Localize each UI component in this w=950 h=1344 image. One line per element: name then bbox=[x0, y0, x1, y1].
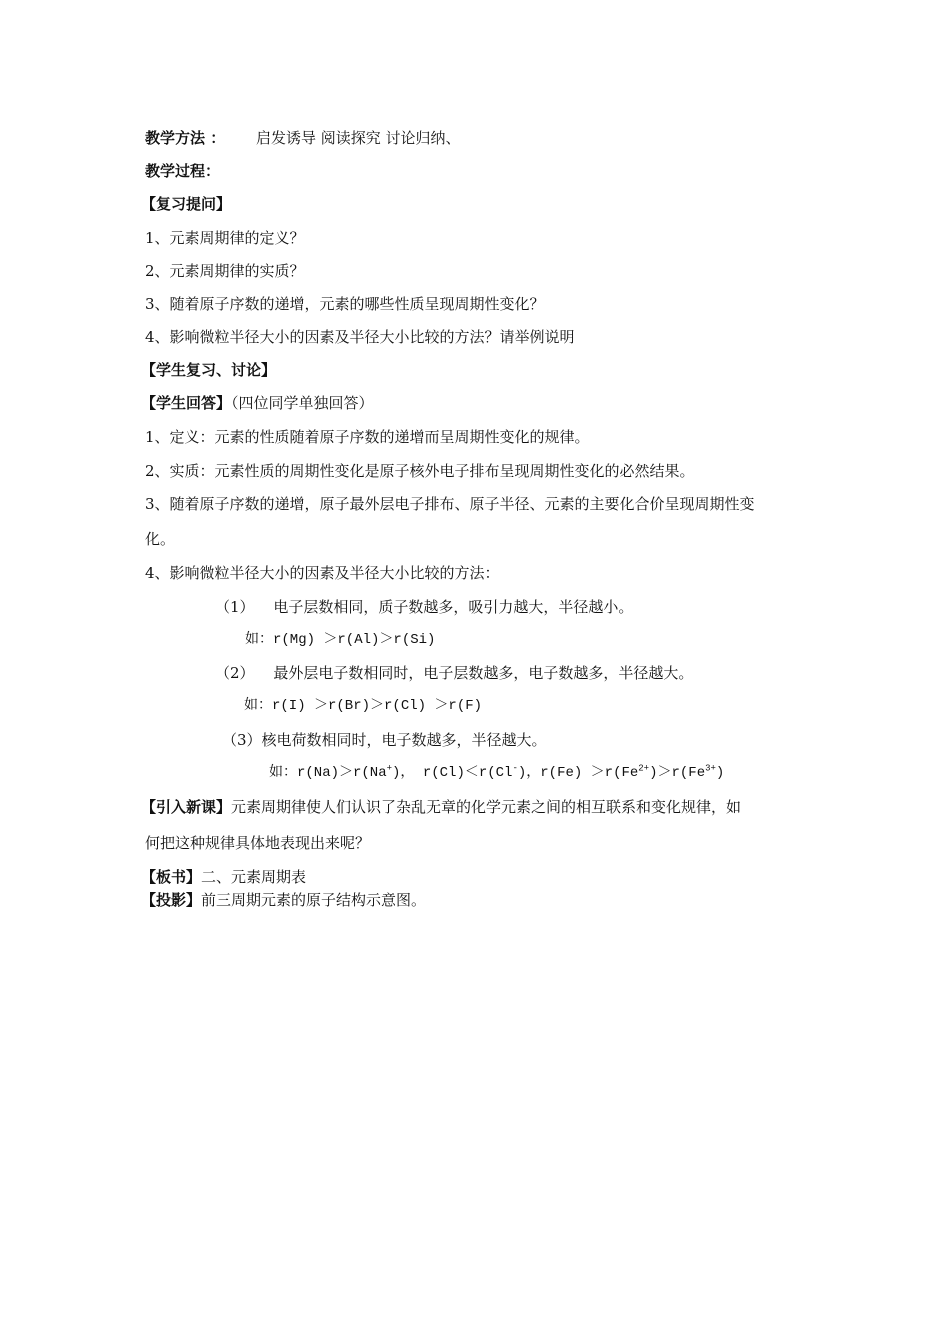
rule-1-example: 如：r(Mg) ＞r(Al)＞r(Si) bbox=[245, 632, 436, 648]
teaching-method-value: 启发诱导 阅读探究 讨论归纳、 bbox=[256, 129, 461, 147]
answer-3-continued: 化。 bbox=[145, 530, 176, 548]
charge-superscript: - bbox=[512, 763, 518, 774]
rule-1-text: 电子层数相同，质子数越多，吸引力越大，半径越小。 bbox=[273, 598, 634, 616]
board-text: 二、元素周期表 bbox=[201, 868, 307, 886]
projection-text: 前三周期元素的原子结构示意图。 bbox=[201, 891, 427, 909]
rule-3-text: 核电荷数相同时，电子数越多，半径越大。 bbox=[261, 731, 547, 749]
question-3: 3、随着原子序数的递增，元素的哪些性质呈现周期性变化？ bbox=[145, 295, 545, 313]
answer-3: 3、随着原子序数的递增，原子最外层电子排布、原子半径、元素的主要化合价呈现周期性变 bbox=[145, 495, 755, 513]
question-1: 1、元素周期律的定义？ bbox=[145, 229, 305, 247]
charge-superscript: 3+ bbox=[705, 763, 716, 774]
student-answer-note: （四位同学单独回答） bbox=[231, 394, 374, 412]
rule-3-example-part: 如：r(Na)＞r(Na bbox=[269, 765, 387, 781]
student-answer-heading: 【学生回答】 bbox=[141, 394, 232, 412]
answer-2: 2、实质：元素性质的周期性变化是原子核外电子排布呈现周期性变化的必然结果。 bbox=[145, 462, 695, 480]
question-4: 4、影响微粒半径大小的因素及半径大小比较的方法？请举例说明 bbox=[145, 328, 575, 346]
rule-3-number: （3） bbox=[222, 731, 262, 749]
rule-2-example: 如：r(I) ＞r(Br)＞r(Cl) ＞r(F) bbox=[244, 698, 483, 714]
review-questions-heading: 【复习提问】 bbox=[141, 195, 232, 213]
student-answer-line bbox=[141, 393, 374, 413]
answer-4: 4、影响微粒半径大小的因素及半径大小比较的方法： bbox=[145, 564, 500, 582]
rule-3-example-part: )＞r(Fe bbox=[649, 765, 706, 781]
charge-superscript: 2+ bbox=[638, 763, 650, 774]
charge-superscript: + bbox=[386, 763, 393, 774]
rule-2 bbox=[215, 663, 693, 683]
rule-2-text: 最外层电子数相同时，电子层数越多，电子数越多，半径越大。 bbox=[273, 664, 694, 682]
question-2: 2、元素周期律的实质？ bbox=[145, 262, 305, 280]
projection-heading: 【投影】 bbox=[141, 891, 202, 909]
rule-3-example-part: ) bbox=[715, 765, 725, 781]
rule-2-number: （2） bbox=[215, 664, 255, 682]
student-discussion-heading: 【学生复习、讨论】 bbox=[141, 361, 277, 379]
teaching-method-label: 教学方法 ： bbox=[145, 129, 226, 147]
new-lesson-heading: 【引入新课】 bbox=[141, 798, 232, 816]
new-lesson-text: 元素周期律使人们认识了杂乱无章的化学元素之间的相互联系和变化规律，如 bbox=[231, 798, 742, 816]
rule-3-example-part: )， r(Cl)＜r(Cl bbox=[392, 765, 513, 781]
new-lesson-text-continued: 何把这种规律具体地表现出来呢？ bbox=[145, 834, 371, 852]
board-line bbox=[141, 867, 306, 887]
rule-3-example bbox=[269, 763, 724, 783]
rule-3 bbox=[222, 730, 547, 750]
projection-line bbox=[141, 890, 426, 910]
rule-1 bbox=[215, 597, 633, 617]
teaching-process-label: 教学过程： bbox=[145, 162, 221, 180]
board-heading: 【板书】 bbox=[141, 868, 202, 886]
teaching-method-line bbox=[145, 128, 461, 148]
rule-3-example-part: )，r(Fe) ＞r(Fe bbox=[517, 765, 639, 781]
rule-1-number: （1） bbox=[215, 598, 255, 616]
new-lesson-line bbox=[141, 797, 741, 817]
answer-1: 1、定义：元素的性质随着原子序数的递增而呈周期性变化的规律。 bbox=[145, 428, 590, 446]
